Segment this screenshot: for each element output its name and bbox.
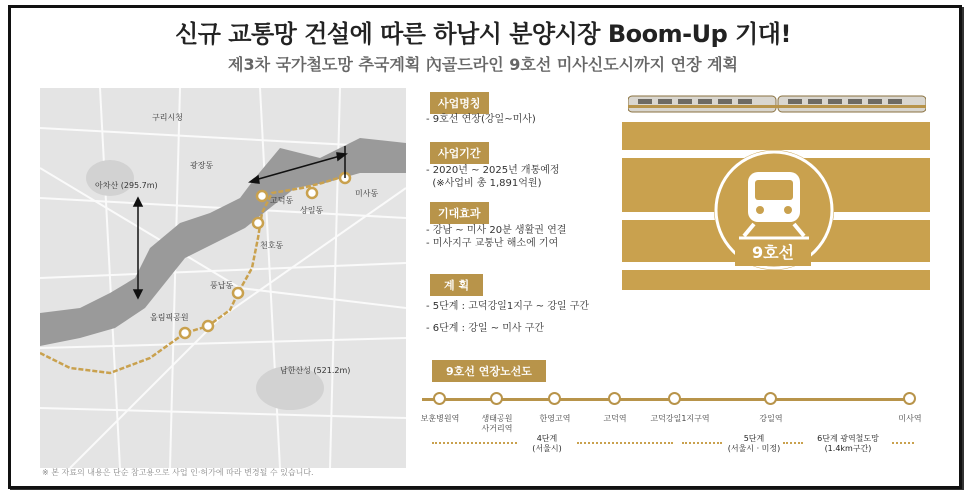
section-header-plan: 계 획	[430, 274, 483, 296]
segment-label: 6단계 광역철도망 (1.4km구간)	[817, 434, 879, 453]
map-label: 풍납동	[210, 281, 234, 290]
station-marker	[490, 392, 503, 405]
badge-label: 9호선	[735, 240, 811, 266]
map-label: 미사동	[355, 189, 379, 198]
footnote: ※ 본 자료의 내용은 단순 참고용으로 사업 인·허가에 따라 변경될 수 있습니다.	[42, 468, 314, 477]
segment-arrow	[892, 442, 914, 444]
segment-label: 4단계 (서울시)	[532, 434, 562, 453]
map-label: 고덕동	[270, 196, 294, 205]
section-header-period: 사업기간	[430, 142, 489, 164]
section-header-name: 사업명칭	[430, 92, 489, 114]
route-header: 9호선 연장노선도	[432, 360, 546, 382]
section-line: - 5단계 : 고덕강일1지구 ~ 강일 구간	[426, 301, 590, 312]
section-line: - 9호선 연장(강일~미사)	[426, 114, 536, 125]
page-subtitle: 제3차 국가철도망 추국계획 內골드라인 9호선 미사신도시까지 연장 계획	[227, 55, 739, 74]
segment-arrow	[577, 442, 673, 444]
section-line: - 2020년 ~ 2025년 개통예정	[426, 165, 560, 176]
station-label: 생태공원 사거리역	[481, 414, 513, 433]
station-marker	[548, 392, 561, 405]
segment-arrow	[432, 442, 517, 444]
segment-arrow	[682, 442, 722, 444]
map-label: 광장동	[190, 161, 214, 170]
map-label: 올림픽공원	[150, 313, 189, 322]
page-title: 신규 교통망 건설에 따른 하남시 분양시장 Boom-Up 기대!	[175, 20, 791, 48]
station-label: 고덕역	[603, 414, 627, 423]
section-line: (※사업비 총 1,891억원)	[426, 178, 542, 189]
section-line: - 강남 ~ 미사 20분 생활권 연결	[426, 225, 567, 236]
station-marker	[764, 392, 777, 405]
section-line: - 미사지구 교통난 해소에 기여	[426, 238, 559, 249]
station-marker	[433, 392, 446, 405]
segment-arrow	[783, 442, 803, 444]
station-marker	[668, 392, 681, 405]
segment-label: 5단계 (서울시 · 미정)	[727, 434, 781, 453]
map-label: 구리시청	[152, 113, 183, 122]
station-marker	[608, 392, 621, 405]
section-header-effect: 기대효과	[430, 202, 489, 224]
section-line: - 6단계 : 강일 ~ 미사 구간	[426, 323, 545, 334]
map-label: 아차산 (295.7m)	[95, 181, 158, 190]
station-label: 고덕강일1지구역	[650, 414, 710, 423]
map-label: 천호동	[260, 241, 284, 250]
station-label: 한영고역	[539, 414, 571, 423]
train-illustration-icon	[628, 94, 926, 114]
station-label: 보훈병원역	[420, 414, 460, 423]
station-marker	[903, 392, 916, 405]
map-label: 상일동	[300, 206, 324, 215]
map-label: 남한산성 (521.2m)	[280, 366, 351, 375]
route-map	[40, 88, 406, 468]
station-label: 미사역	[898, 414, 922, 423]
station-label: 강일역	[759, 414, 783, 423]
